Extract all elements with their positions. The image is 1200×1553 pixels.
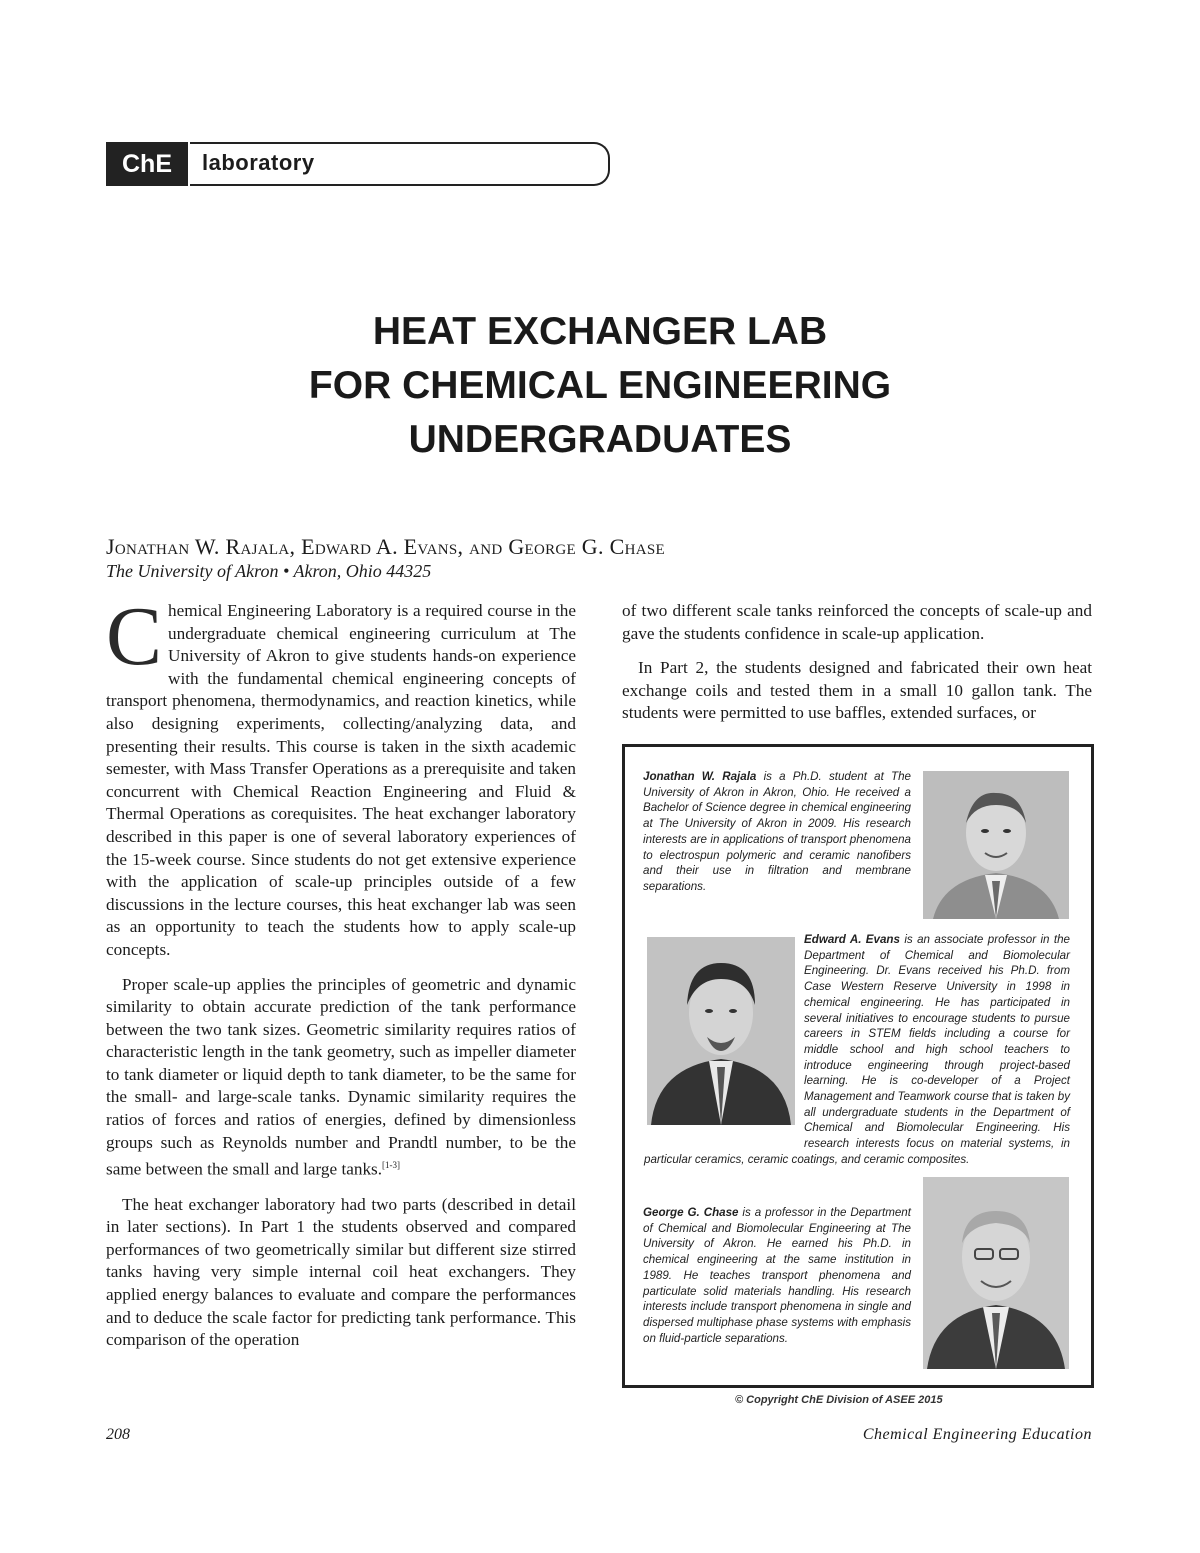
- journal-name: Chemical Engineering Education: [862, 1426, 1092, 1443]
- title-line-1: HEAT EXCHANGER LAB: [372, 310, 828, 353]
- bio-evans-photo-spacer: [644, 932, 804, 1140]
- bio-evans: [644, 932, 1070, 1232]
- bio-evans-name: Edward A. Evans: [804, 933, 900, 946]
- bio-name: Jonathan W. Rajala: [643, 770, 757, 783]
- paragraph-5: In Part 2, the students designed and fabricated their own heat exchange coils and tested them in a small 10 gallon tank. The students were permitted to use baffles, extended surfaces, or: [622, 658, 1092, 723]
- left-column: [106, 590, 576, 1364]
- author-photo-rajala: [923, 771, 1069, 919]
- article-title: [150, 305, 1050, 467]
- bio-evans-text: is an associate professor in the Department of Chemical and Biomolecular Engineering. Dr. Evans received his Ph.D. from Case Western Reserve University in 1998 in chemical engineering. He has participated in several initiatives to encourage students to pursue careers in STEM fields including a course for middle school and high school teachers to introduce engineering through project-based learning. He is co-developer of a Project Management and Teamwork course that is taken by all undergraduate students in the Department of Chemical and Biomolecular Engineering. His research interests focus on material systems, in particular ceramics, ceramic coatings, and ceramic composites.: [644, 933, 1070, 1166]
- title-line-2: FOR CHEMICAL ENGINEERING: [308, 364, 892, 407]
- bio-evans-bottom-spacer: [914, 1168, 1070, 1232]
- paragraph-2-text: Proper scale-up applies the principles of geometric and dynamic similarity to obtain accurate prediction of the tank performance between the two tank sizes. Geometric similarity requires ratios of characteristic length in the tank geometry, such as impeller diameter to tank diameter or liquid depth to tank diameter, to be the same for the small- and large-scale tanks. Dynamic similarity requires the ratios of forces and ratios of energies, defined by dimensionless groups such as Reynolds number and Prandtl number, to be the same between the small and large tanks.: [106, 974, 576, 1179]
- author-list: Jonathan W. Rajala, Edward A. Evans, and George G. Chase: [106, 534, 665, 559]
- section-header-tab: [106, 142, 610, 186]
- bio-rajala: [643, 769, 911, 895]
- right-column: [622, 600, 1092, 737]
- section-name-box: [190, 142, 610, 186]
- section-tag: ChE: [106, 142, 188, 186]
- drop-cap: C: [106, 590, 163, 683]
- paragraph-1-text: hemical Engineering Laboratory is a required course in the undergraduate chemical engineering curriculum at The University of Akron to give students hands-on experience with the fundamental chemical engineering concepts of transport phenomena, thermodynamics, and reaction kinetics, while also designing experiments, collecting/analyzing data, and presenting their results. This course is taken in the sixth academic semester, with Mass Transfer Operations as a prerequisite and taken concurrent with Chemical Reaction Engineering and Fluid & Thermal Operations as corequisites. The heat exchanger laboratory described in this paper is one of several laboratory experiences of the 15-week course. Since students do not get extensive experience with the application of scale-up principles outside of a few discussions in the lecture courses, this heat exchanger lab was seen as an opportunity to teach the students how to apply scale-up concepts.: [106, 601, 576, 959]
- bio-name: George G. Chase: [643, 1206, 739, 1219]
- paragraph-3: The heat exchanger laboratory had two parts (described in detail in later sections). In Part 1 the students observed and compared performances of two geometrically similar but different size stirred tanks having very simple internal coil heat exchangers. They applied energy balances to evaluate and compare the performances and to deduce the scale factor for predicting tank performance. This comparison of the operation: [106, 1194, 576, 1350]
- paragraph-4: of two different scale tanks reinforced the concepts of scale-up and gave the students confidence in scale-up application.: [622, 601, 1092, 643]
- page-number: 208: [106, 1426, 130, 1443]
- paragraph-2: [106, 974, 576, 1182]
- bio-text: is a Ph.D. student at The University of Akron in Akron, Ohio. He received a Bachelor of Science degree in chemical engineering at The University of Akron in 2009. His research interests are in applications of transport phenomena to electrospun polymeric and ceramic nanofibers and their use in filtration and membrane separations.: [643, 770, 911, 893]
- title-line-3: UNDERGRADUATES: [408, 418, 792, 461]
- section-name: laboratory: [202, 150, 315, 175]
- affiliation: The University of Akron • Akron, Ohio 44325: [106, 561, 432, 581]
- copyright-notice: © Copyright ChE Division of ASEE 2015: [735, 1394, 943, 1406]
- reference-marker: [1-3]: [382, 1160, 401, 1171]
- bio-text: is a professor in the Department of Chemical and Biomolecular Engineering at The University of Akron. He earned his Ph.D. in chemical engineering at the same institution in 1989. He teaches transport phenomena and particulate solid materials handling. His research interests include transport phenomena in single and dispersed multiphase phase systems with emphasis on fluid-particle separations.: [643, 1206, 911, 1345]
- paragraph-1: [106, 590, 576, 962]
